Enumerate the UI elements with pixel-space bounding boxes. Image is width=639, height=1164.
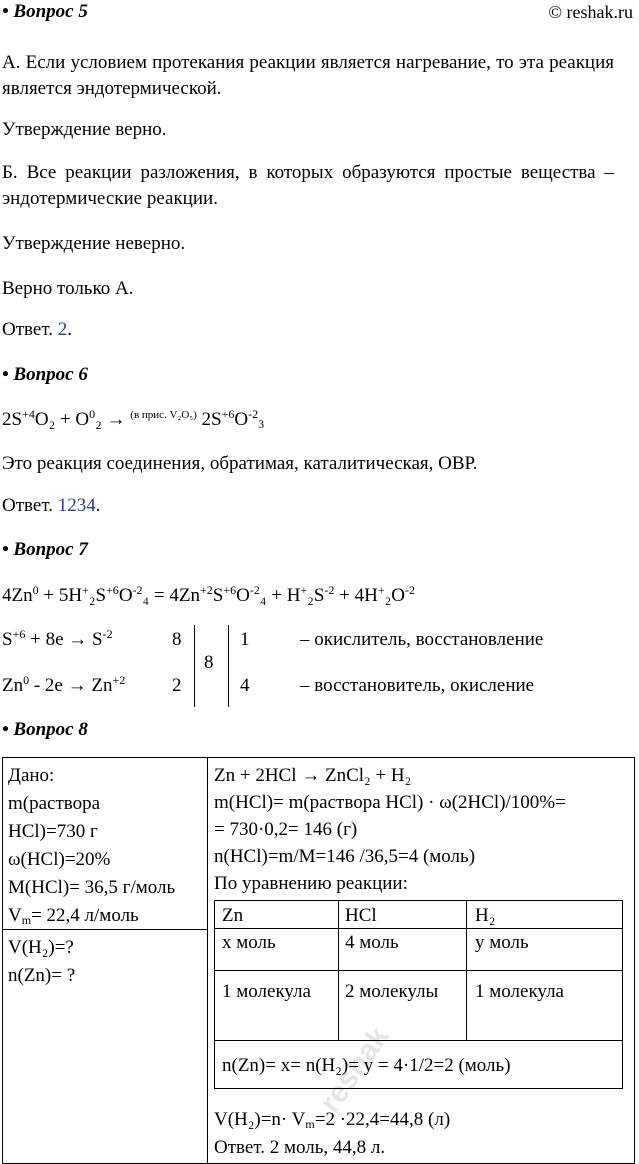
given-line: ω(HCl)=20% [8, 849, 111, 870]
answer-end: . [95, 495, 101, 516]
table-cell: x моль [222, 932, 276, 953]
role-note-2: – восстановитель, окисление [300, 675, 535, 696]
solution-line: По уравнению реакции: [214, 873, 408, 894]
question-6-heading: • Вопрос 6 [2, 364, 88, 385]
solution-line: = 730·0,2= 146 (г) [214, 819, 358, 840]
answer-value: 2 [57, 319, 68, 340]
solution-line: Zn + 2HCl → ZnCl₂ + H₂ [214, 765, 412, 786]
find-line: n(Zn)= ? [8, 965, 76, 986]
given-molar-volume: $V_m= 22,4$ л/моль [8, 905, 139, 927]
half-reaction-zinc: $Zn^0 - 2e \to Zn^{+2}$ [2, 673, 126, 696]
balance-divider-right [228, 625, 229, 707]
balance-divider-left [194, 625, 195, 707]
table-head-hcl: HCl [345, 905, 377, 926]
statement-b-verdict: Утверждение неверно. [2, 233, 186, 254]
answer-label: Ответ. [2, 495, 53, 516]
statement-a: А. Если условием протекания реакции является нагревание, то эта реакция является эндотермической. [2, 52, 614, 99]
table-equation: n(Zn)= x= n(H₂)= у = 4·1/2=2 (моль) [222, 1055, 511, 1076]
volume-calculation: $V(H_2)=n\cdot V_m=2 \cdot 22,4=44,8$ (л) [214, 1109, 451, 1131]
q6-answer [2, 494, 100, 518]
table-cell: у моль [475, 932, 529, 953]
answer-value: 1234 [57, 495, 96, 516]
given-line: m(раствора [8, 793, 101, 814]
electrons-coef-1: 8 [172, 629, 182, 650]
table-cell: 2 молекулы [345, 981, 439, 1002]
statement-a-verdict: Утверждение верно. [2, 119, 167, 140]
electrons-coef-2: 2 [172, 675, 182, 696]
given-line: HCl)=730 г [8, 821, 98, 842]
table-cell: 1 молекула [475, 981, 564, 1002]
question-8-heading: • Вопрос 8 [2, 719, 88, 740]
question-7-heading: • Вопрос 7 [2, 539, 88, 560]
given-line: Дано: [8, 765, 55, 786]
question-5-heading: • Вопрос 5 [2, 1, 88, 22]
copyright-label: © reshak.ru [548, 2, 633, 22]
given-block [8, 762, 175, 930]
half-reaction-sulfur: $S^{+6} + 8e \to S^{-2}$ [2, 627, 113, 650]
table-head-h2: H₂ [475, 905, 496, 926]
factor-1: 1 [240, 629, 250, 650]
q6-condition: (в прис. V₂O₅) [130, 409, 197, 421]
find-block [8, 934, 75, 990]
lcm-value: 8 [204, 652, 214, 673]
solution-line: m(HCl)= m(раствора HCl) · ω(2HCl)/100%= [214, 792, 566, 813]
statement-b: Б. Все реакции разложения, в которых образуются простые вещества – эндотермические реакции. [2, 162, 614, 209]
q6-equation: $2S^{+4}O_2 + O^0_2 \to ^{(в прис. V_2O_5)}$ $2S^{+6}O^{-2}_3$ [2, 407, 265, 431]
answer-label: Ответ. [2, 319, 53, 340]
role-note-1: – окислитель, восстановление [300, 629, 544, 650]
given-line: M(HCl)= 36,5 г/моль [8, 877, 176, 898]
q7-equation: $4Zn^0 + 5H^+_2S^{+6}O^{-2}_4 = 4Zn^{+2}S^{+6}O^{-2}_4 + H^+_2S^{-2} + 4H^+_2O^{-2}$ [2, 583, 415, 606]
solution-block [214, 762, 566, 897]
q8-answer: Ответ. 2 моль, 44,8 л. [214, 1137, 386, 1158]
q5-answer [2, 318, 72, 342]
table-cell: 1 молекула [222, 981, 311, 1002]
table-cell: 4 моль [345, 932, 399, 953]
q6-description: Это реакция соединения, обратимая, каталитическая, ОВР. [2, 453, 478, 474]
factor-2: 4 [240, 675, 250, 696]
watermark-logo: reshak [313, 1020, 396, 1119]
solution-line: n(HCl)=m/M=146 /36,5=4 (моль) [214, 846, 476, 867]
answer-end: . [67, 319, 72, 340]
only-a-correct: Верно только А. [2, 278, 134, 299]
find-line: V(H₂)=? [8, 937, 74, 958]
table-head-zn: Zn [222, 905, 244, 926]
